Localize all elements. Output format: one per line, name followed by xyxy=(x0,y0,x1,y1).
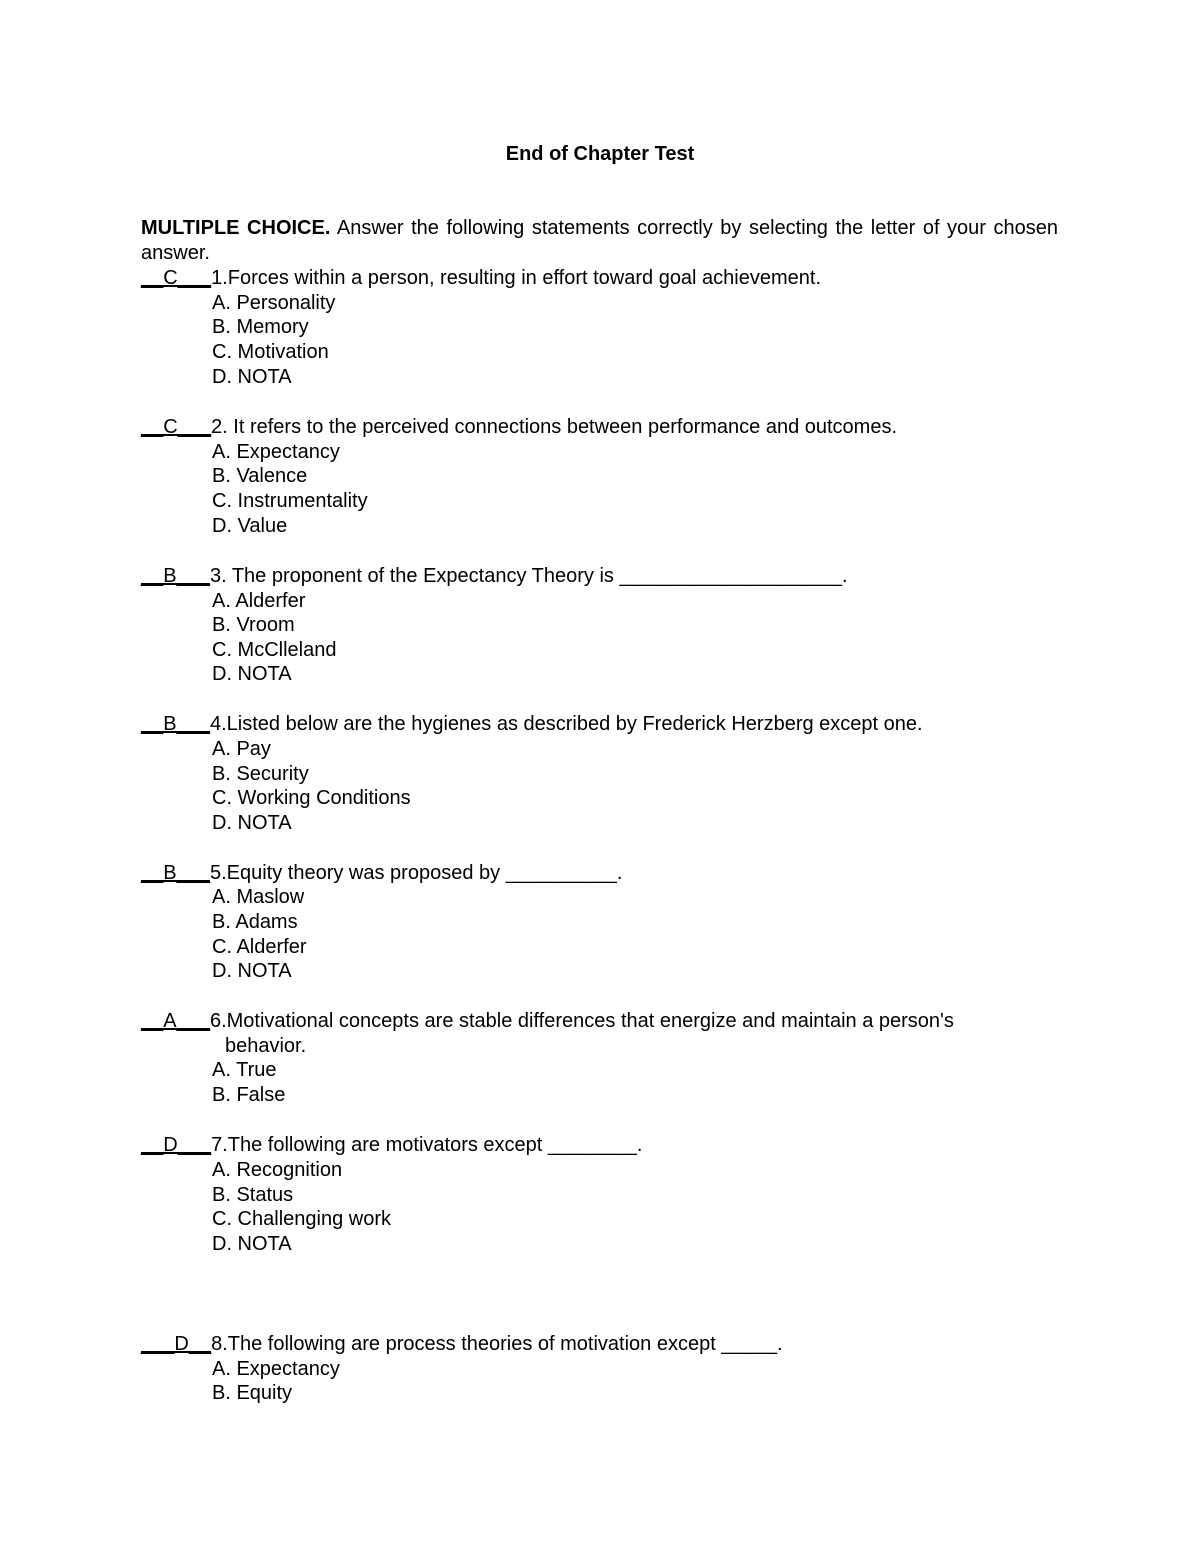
question-1-option-c: C. Motivation xyxy=(212,341,329,363)
question-5 xyxy=(141,861,622,886)
question-3 xyxy=(141,564,848,589)
question-2 xyxy=(141,415,897,440)
question-4-option-d: D. NOTA xyxy=(212,812,292,834)
question-8-option-a: A. Expectancy xyxy=(212,1358,340,1380)
question-7-option-d: D. NOTA xyxy=(212,1233,292,1255)
question-1-option-d: D. NOTA xyxy=(212,366,292,388)
question-6 xyxy=(141,1009,954,1034)
question-1-text: 1.Forces within a person, resulting in effort toward goal achievement. xyxy=(211,267,822,289)
question-7-option-b: B. Status xyxy=(212,1184,294,1206)
question-1 xyxy=(141,266,821,291)
question-8-text: 8.The following are process theories of motivation except _____. xyxy=(211,1333,783,1355)
question-2-option-c: C. Instrumentality xyxy=(212,490,368,512)
answer-blank-1: __C___ xyxy=(141,267,212,289)
question-5-text: 5.Equity theory was proposed by __________. xyxy=(209,862,623,884)
question-6-continuation: behavior. xyxy=(225,1035,307,1057)
answer-blank-3: __B___ xyxy=(141,565,210,587)
answer-blank-6: __A___ xyxy=(141,1010,210,1032)
question-2-option-a: A. Expectancy xyxy=(212,441,340,463)
page-title: End of Chapter Test xyxy=(505,143,695,165)
question-3-option-d: D. NOTA xyxy=(212,663,292,685)
question-4 xyxy=(141,712,923,737)
question-1-option-b: B. Memory xyxy=(212,316,309,338)
question-6-option-b: B. False xyxy=(212,1084,286,1106)
instructions-text: Answer the following statements correctly by selecting the letter of your chosen answer. xyxy=(141,217,1059,264)
question-7-option-c: C. Challenging work xyxy=(212,1208,391,1230)
question-2-text: 2. It refers to the perceived connections between performance and outcomes. xyxy=(211,416,898,438)
answer-blank-2: __C___ xyxy=(141,416,212,438)
question-3-text: 3. The proponent of the Expectancy Theory is ____________________. xyxy=(209,565,848,587)
question-4-option-b: B. Security xyxy=(212,763,309,785)
question-5-option-d: D. NOTA xyxy=(212,960,292,982)
question-4-option-c: C. Working Conditions xyxy=(212,787,411,809)
question-8-option-b: B. Equity xyxy=(212,1382,293,1404)
question-3-option-b: B. Vroom xyxy=(212,614,295,636)
answer-blank-5: __B___ xyxy=(141,862,210,884)
question-1-option-a: A. Personality xyxy=(212,292,336,314)
question-6-option-a: A. True xyxy=(212,1059,277,1081)
question-6-text: 6.Motivational concepts are stable differences that energize and maintain a person's xyxy=(209,1010,954,1032)
question-7-text: 7.The following are motivators except ________. xyxy=(211,1134,643,1156)
question-7 xyxy=(141,1133,642,1158)
question-2-option-d: D. Value xyxy=(212,515,288,537)
question-4-option-a: A. Pay xyxy=(212,738,271,760)
question-7-option-a: A. Recognition xyxy=(212,1159,343,1181)
question-5-option-a: A. Maslow xyxy=(212,886,305,908)
question-2-option-b: B. Valence xyxy=(212,465,308,487)
question-3-option-a: A. Alderfer xyxy=(212,590,306,612)
question-3-option-c: C. McClleland xyxy=(212,639,337,661)
answer-blank-7: __D___ xyxy=(141,1134,212,1156)
question-5-option-b: B. Adams xyxy=(212,911,298,933)
instructions xyxy=(141,216,1058,266)
answer-blank-8: ___D__ xyxy=(141,1333,212,1355)
question-8 xyxy=(141,1332,783,1357)
answer-blank-4: __B___ xyxy=(141,713,210,735)
question-4-text: 4.Listed below are the hygienes as described by Frederick Herzberg except one. xyxy=(209,713,923,735)
question-5-option-c: C. Alderfer xyxy=(212,936,307,958)
instructions-lead: MULTIPLE CHOICE. xyxy=(141,217,331,239)
